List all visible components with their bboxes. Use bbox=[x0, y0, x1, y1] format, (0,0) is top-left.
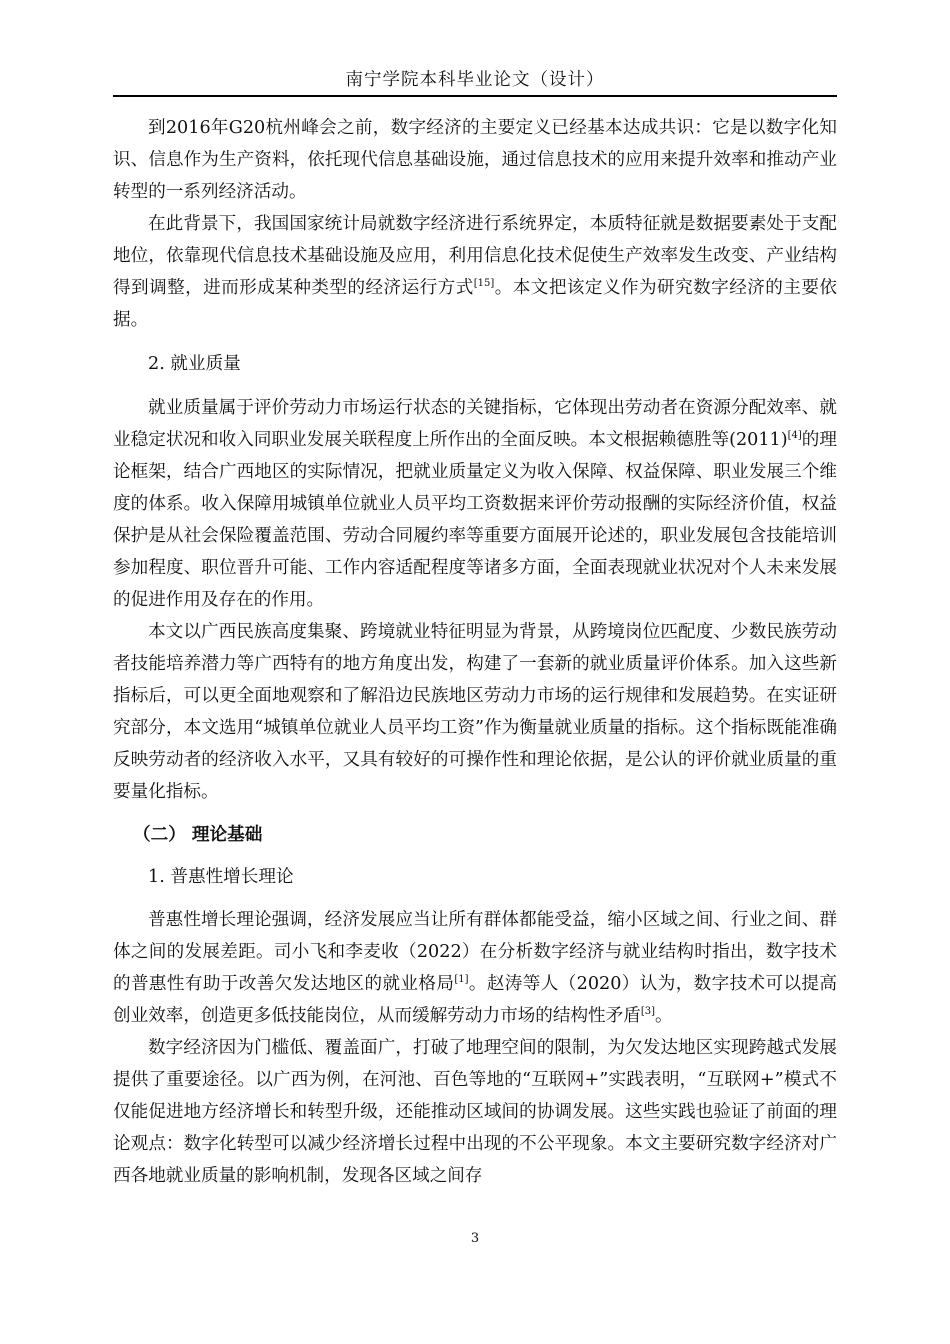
paragraph-text: 就业质量属于评价劳动力市场运行状态的关键指标，它体现出劳动者在资源分配效率、就业稳定状况和收入同职业发展关联程度上所作出的全面反映。本文根据赖德胜等(2011) bbox=[113, 398, 837, 450]
subheading-employment-quality: 2. 就业质量 bbox=[148, 354, 241, 374]
page-header-title: 南宁学院本科毕业论文（设计） bbox=[345, 70, 605, 90]
citation-ref: [15] bbox=[473, 278, 495, 289]
main-content bbox=[113, 112, 837, 1192]
paragraph-text: 在此背景下，我国国家统计局就数字经济进行系统界定，本质特征就是数据要素处于支配地位，依靠现代信息技术基础设施及应用，利用信息化技术促使生产效率发生改变、产业结构得到调整，进而形成某种类型的经济运行方式 bbox=[113, 214, 837, 298]
page-number: 3 bbox=[470, 1231, 480, 1246]
paragraph-employment-quality bbox=[113, 392, 837, 616]
header-rule bbox=[113, 95, 837, 97]
paragraph-inclusive-growth bbox=[113, 904, 837, 1032]
paragraph-text: 的理论框架，结合广西地区的实际情况，把就业质量定义为收入保障、权益保障、职业发展三个维度的体系。收入保障用城镇单位就业人员平均工资数据来评价劳动报酬的实际经济价值，权益保护是从社会保险覆盖范围、劳动合同履约率等重要方面展开论述的，职业发展包含技能培训参加程度、职位晋升可能、工作内容适配程度等诸多方面，全面表现就业状况对个人未来发展的促进作用及存在的作用。 bbox=[113, 430, 837, 610]
citation-ref: [3] bbox=[640, 1006, 655, 1017]
paragraph-text: 。本文把该定义作为研究数字经济的主要依据。 bbox=[113, 278, 837, 330]
paragraph-statistics-definition bbox=[113, 208, 837, 336]
citation-ref: [1] bbox=[454, 974, 469, 985]
paragraph-guangxi-evaluation: 本文以广西民族高度集聚、跨境就业特征明显为背景，从跨境岗位匹配度、少数民族劳动者技能培养潜力等广西特有的地方角度出发，构建了一套新的就业质量评价体系。加入这些新指标后，可以更全面地观察和了解沿边民族地区劳动力市场的运行规律和发展趋势。在实证研究部分，本文选用“城镇单位就业人员平均工资”作为衡量就业质量的指标。这个指标既能准确反映劳动者的经济收入水平，又具有较好的可操作性和理论依据，是公认的评价就业质量的重要量化指标。 bbox=[113, 622, 837, 802]
section-heading-theory: （二） 理论基础 bbox=[133, 824, 263, 845]
paragraph-digital-economy-guangxi: 数字经济因为门槛低、覆盖面广，打破了地理空间的限制，为欠发达地区实现跨越式发展提供了重要途径。以广西为例，在河池、百色等地的“互联网+”实践表明，“互联网+”模式不仅能促进地方经济增长和转型升级，还能推动区域间的协调发展。这些实践也验证了前面的理论观点：数字化转型可以减少经济增长过程中出现的不公平现象。本文主要研究数字经济对广西各地就业质量的影响机制，发现各区域之间存 bbox=[113, 1038, 837, 1186]
subheading-inclusive-growth: 1. 普惠性增长理论 bbox=[148, 867, 294, 887]
citation-ref: [4] bbox=[787, 430, 802, 441]
paragraph-text: 普惠性增长理论强调，经济发展应当让所有群体都能受益，缩小区域之间、行业之间、群体之间的发展差距。司小飞和李麦收（2022）在分析数字经济与就业结构时指出，数字技术的普惠性有助于改善欠发达地区的就业格局 bbox=[113, 910, 837, 994]
paragraph-text: 。赵涛等人（2020）认为，数字技术可以提高创业效率，创造更多低技能岗位，从而缓解劳动力市场的结构性矛盾 bbox=[113, 974, 837, 1026]
paragraph-digital-economy-definition: 到2016年G20杭州峰会之前，数字经济的主要定义已经基本达成共识：它是以数字化知识、信息作为生产资料，依托现代信息基础设施，通过信息技术的应用来提升效率和推动产业转型的一系列经济活动。 bbox=[113, 118, 837, 202]
paragraph-text: 。 bbox=[655, 1006, 673, 1026]
